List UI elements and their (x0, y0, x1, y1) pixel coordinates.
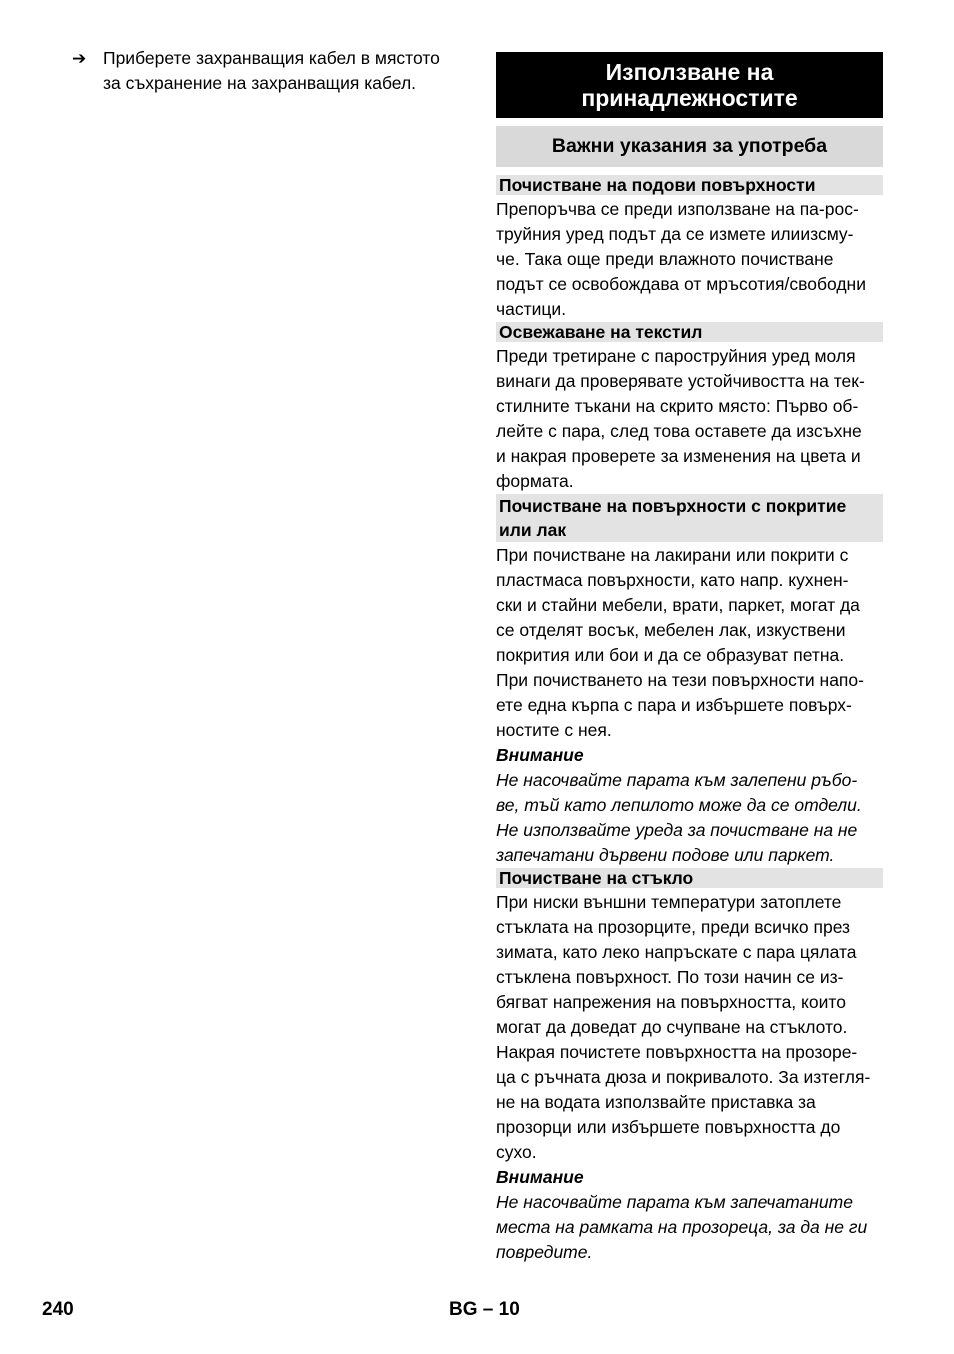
section-page-label: BG – 10 (449, 1299, 520, 1320)
floor-paragraph (496, 197, 883, 322)
text-line: При почистването на тези повърхности напо- (496, 670, 864, 690)
text-line: ски и стайни мебели, врати, паркет, могат да (496, 595, 860, 615)
text-line: места на рамката на прозореца, за да не ги (496, 1217, 868, 1237)
section-subtitle: Важни указания за употреба (496, 126, 883, 167)
text-line: формата. (496, 471, 574, 491)
heading-line: Почистване на повърхности с покритие (499, 496, 847, 516)
warning-title: Внимание (496, 745, 584, 765)
text-line: Не насочвайте парата към запечатаните (496, 1192, 853, 1212)
coated-heading (496, 494, 883, 542)
glass-paragraph (496, 890, 883, 1165)
text-line: частици. (496, 299, 567, 319)
text-line: повредите. (496, 1242, 593, 1262)
text-line: ете една кърпа с пара и избършете повърх- (496, 695, 852, 715)
floor-heading: Почистване на подови повърхности (496, 175, 883, 195)
warning-text (496, 768, 883, 868)
title-line: принадлежностите (581, 85, 798, 111)
text-line: стъклена повърхност. По този начин се из- (496, 967, 844, 987)
page-title (496, 52, 883, 118)
text-line: винаги да проверявате устойчивостта на тек- (496, 371, 865, 391)
text-line: Приберете захранващия кабел в мястото (103, 48, 440, 68)
textile-heading: Освежаване на текстил (496, 322, 883, 342)
glass-heading: Почистване на стъкло (496, 868, 883, 888)
text-line: подът се освобождава от мръсотия/свободни (496, 274, 866, 294)
text-line: Не насочвайте парата към залепени ръбо- (496, 770, 858, 790)
text-line: Препоръчва се преди използване на па-рос- (496, 199, 859, 219)
warning-text (496, 1190, 883, 1265)
text-line: ностите с нея. (496, 720, 612, 740)
text-line: пластмаса повърхности, като напр. кухнен- (496, 570, 849, 590)
text-line: запечатани дървени подове или паркет. (496, 845, 835, 865)
textile-paragraph (496, 344, 883, 494)
text-line: бягват напрежения на повърхността, които (496, 992, 846, 1012)
right-column (496, 52, 883, 1265)
text-line: че. Така още преди влажното почистване (496, 249, 834, 269)
page-number: 240 (42, 1299, 74, 1320)
text-line: прозорци или избършете повърхността до (496, 1117, 841, 1137)
text-line: за съхранение на захранващия кабел. (103, 73, 417, 93)
warning-title: Внимание (496, 1167, 584, 1187)
text-line: ве, тъй като лепилото може да се отдели. (496, 795, 862, 815)
instruction-text (103, 46, 467, 96)
text-line: покрития или бои и да се образуват петна. (496, 645, 845, 665)
text-line: и накрая проверете за изменения на цвета и (496, 446, 861, 466)
coated-paragraph (496, 543, 883, 743)
text-line: могат да доведат до счупване на стъклото. (496, 1017, 848, 1037)
text-line: зимата, като леко напръскате с пара цялата (496, 942, 857, 962)
text-line: се отделят восък, мебелен лак, изкуствени (496, 620, 846, 640)
instruction-bullet (72, 46, 467, 96)
text-line: При почистване на лакирани или покрити с (496, 545, 849, 565)
text-line: стъклата на прозорците, преди всичко през (496, 917, 851, 937)
left-column (72, 46, 467, 96)
text-line: не на водата използвайте приставка за (496, 1092, 816, 1112)
text-line: стилните тъкани на скрито място: Първо об- (496, 396, 859, 416)
text-line: сухо. (496, 1142, 537, 1162)
text-line: Накрая почистете повърхността на прозоре- (496, 1042, 858, 1062)
heading-line: или лак (499, 520, 567, 540)
text-line: При ниски външни температури затоплете (496, 892, 842, 912)
arrow-right-icon: ➔ (72, 49, 87, 68)
text-line: Не използвайте уреда за почистване на не (496, 820, 858, 840)
text-line: Преди третиране с пароструйния уред моля (496, 346, 856, 366)
text-line: труйния уред подът да се измете илиизсму- (496, 224, 854, 244)
text-line: ца с ръчната дюза и покривалото. За изтегля- (496, 1067, 871, 1087)
title-line: Използване на (605, 59, 774, 85)
text-line: лейте с пара, след това оставете да изсъхне (496, 421, 862, 441)
